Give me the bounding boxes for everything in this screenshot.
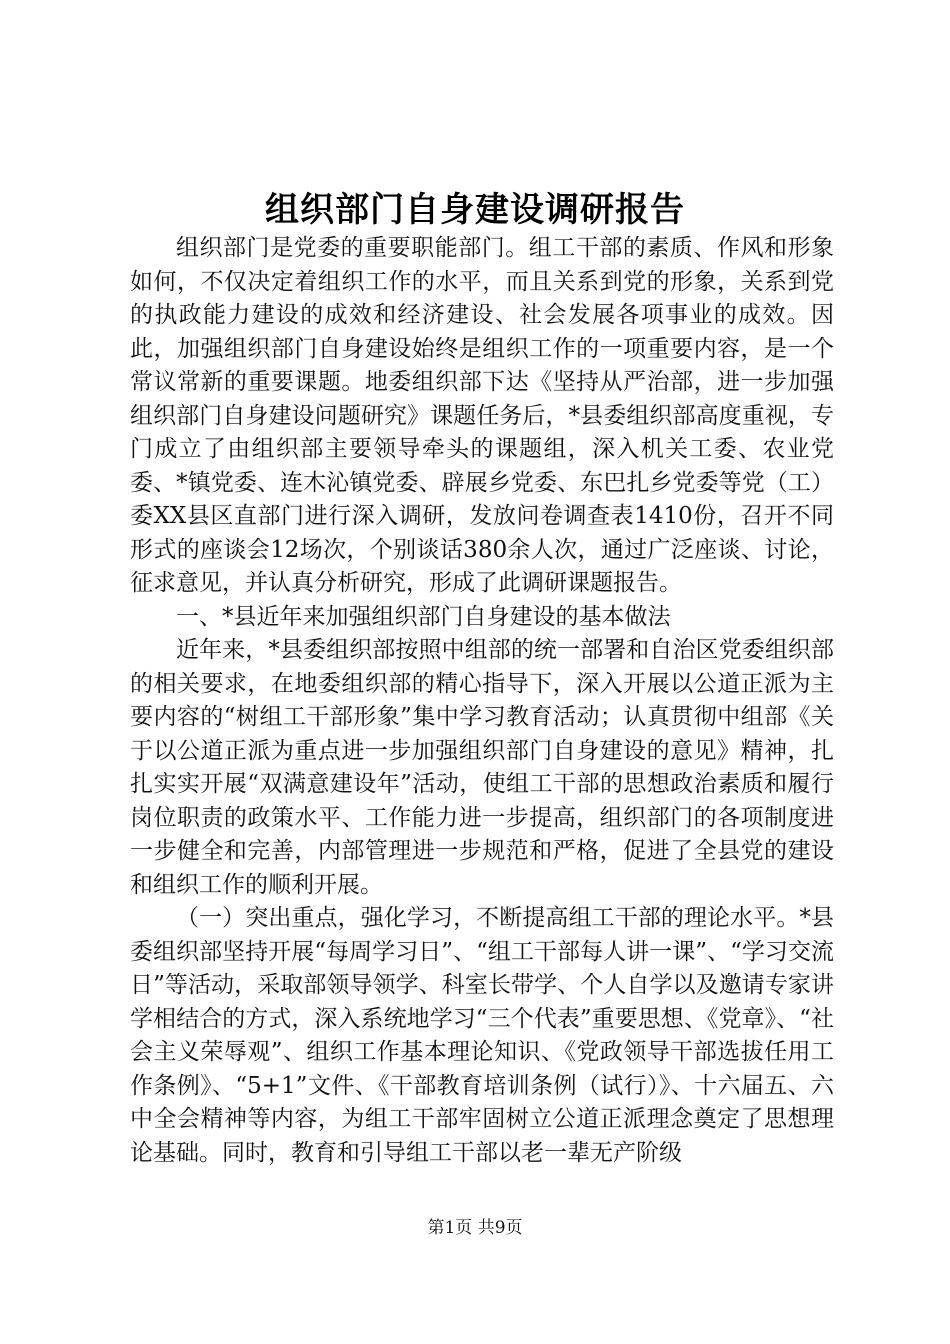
paragraph-intro: 组织部门是党委的重要职能部门。组工干部的素质、作风和形象如何，不仅决定着组织工作的水平，而且关系到党的形象，关系到党的执政能力建设的成效和经济建设、社会发展各项事业的成效。因此，加强组织部门自身建设始终是组织工作的一项重要内容，是一个常议常新的重要课题。地委组织部下达《坚持从严治部，进一步加强组织部门自身建设问题研究》课题任务后，*县委组织部高度重视，专门成立了由组织部主要领导牵头的课题组，深入机关工委、农业党委、*镇党委、连木沁镇党委、辟展乡党委、东巴扎乡党委等党（工）委XX县区直部门进行深入调研，发放问卷调查表1410份，召开不同形式的座谈会12场次，个别谈话380余人次，通过广泛座谈、讨论，征求意见，并认真分析研究，形成了此调研课题报告。 [130, 235, 834, 596]
paragraph-section-1: 近年来，*县委组织部按照中组部的统一部署和自治区党委组织部的相关要求，在地委组织部的精心指导下，深入开展以公道正派为主要内容的“树组工干部形象”集中学习教育活动；认真贯彻中组部《关于以公道正派为重点进一步加强组织部门自身建设的意见》精神，扎扎实实开展“双满意建设年”活动，使组工干部的思想政治素质和履行岗位职责的政策水平、工作能力进一步提高，组织部门的各项制度进一步健全和完善，内部管理进一步规范和严格，促进了全县党的建设和组织工作的顺利开展。 [130, 637, 834, 898]
paragraph-subsection-1: （一）突出重点，强化学习，不断提高组工干部的理论水平。*县委组织部坚持开展“每周学习日”、“组工干部每人讲一课”、“学习交流日”等活动，采取部领导领学、科室长带学、个人自学以及邀请专家讲学相结合的方式，深入系统地学习“三个代表”重要思想、《党章》、“社会主义荣辱观”、组织工作基本理论知识、《党政领导干部选拔任用工作条例》、“5+1”文件、《干部教育培训条例（试行）》、十六届五、六中全会精神等内容，为组工干部牢固树立公道正派理念奠定了思想理论基础。同时，教育和引导组工干部以老一辈无产阶级 [130, 905, 834, 1166]
page-footer: 第1页 共9页 [427, 1218, 523, 1238]
section-heading-1: 一、*县近年来加强组织部门自身建设的基本做法 [176, 603, 671, 630]
document-body [130, 232, 834, 1170]
document-title: 组织部门自身建设调研报告 [265, 190, 685, 230]
